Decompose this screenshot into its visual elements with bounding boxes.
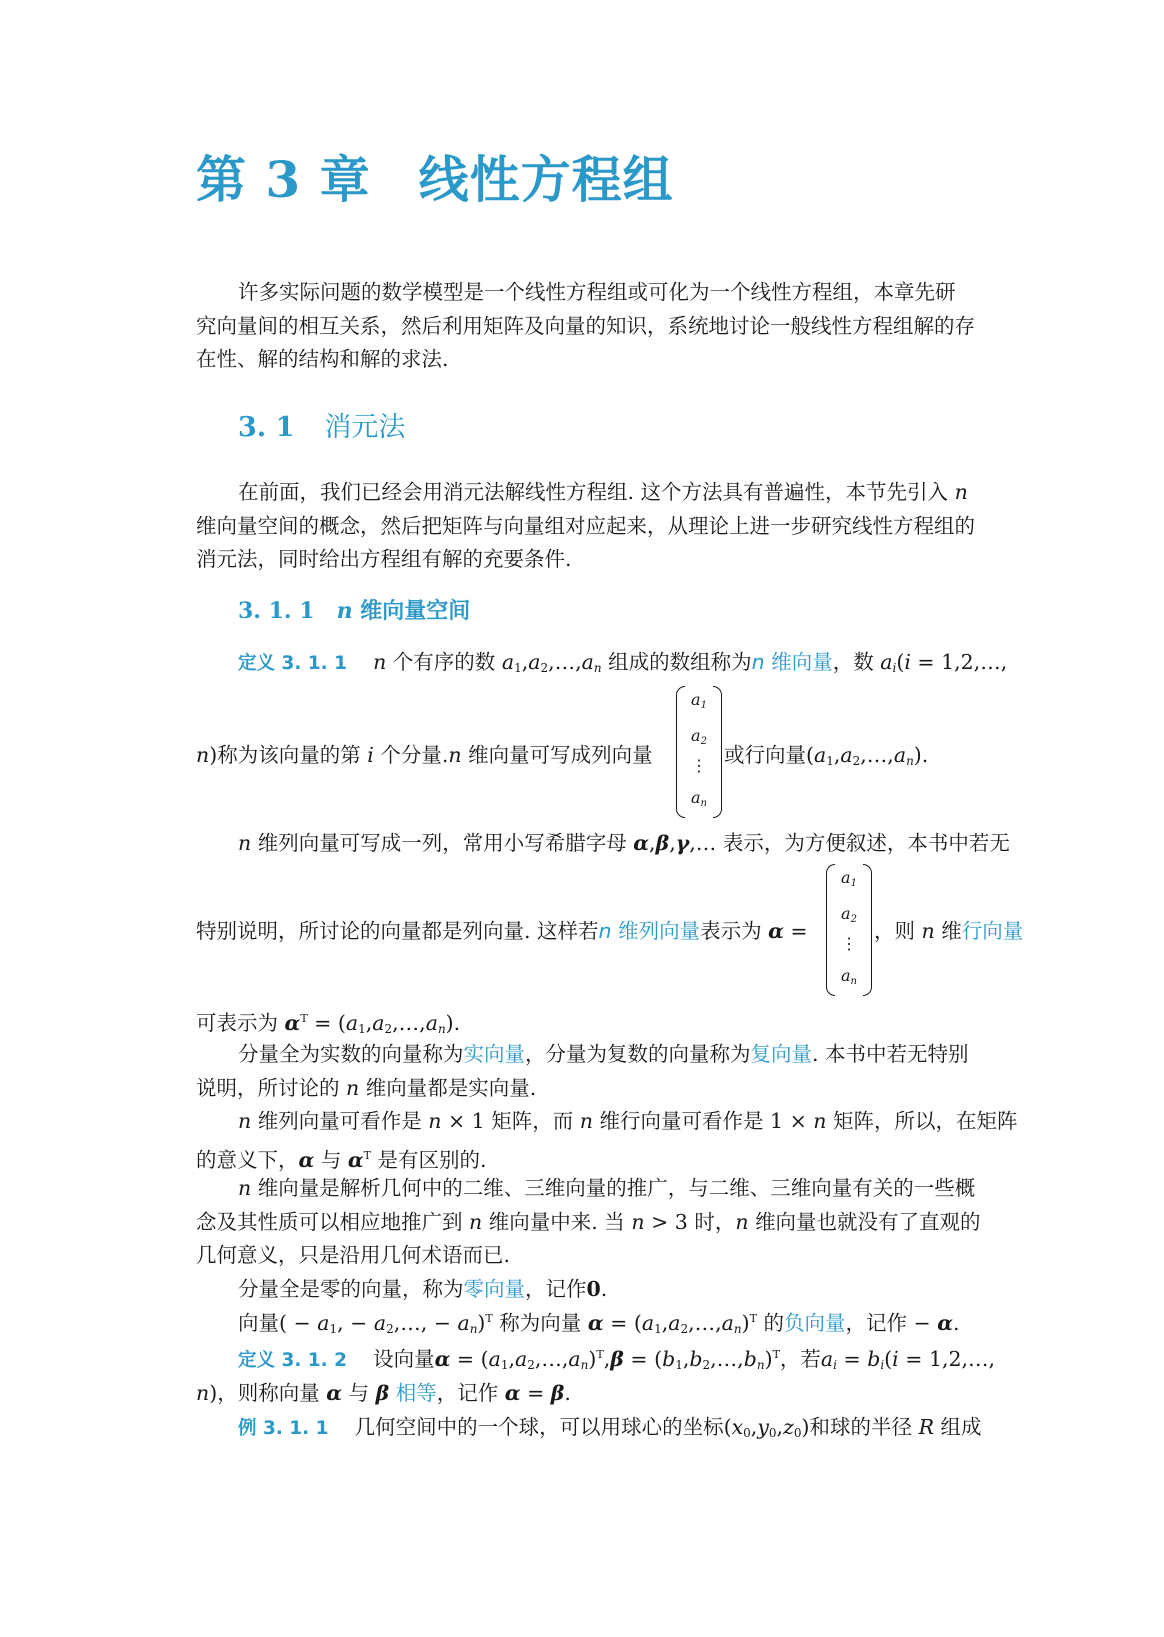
row-vector-expression: 或行向量$(a_1,a_2,\dots,a_n)$.	[724, 743, 929, 768]
column-vector-paragraph-line-3: 可表示为 $\alpha^T$ = $(a_1,a_2,\dots,a_n)$.	[196, 1011, 461, 1036]
example-3-1-1-line: 例 3. 1. 1 几何空间中的一个球，可以用球心的坐标$(x_0,y_0,z_0)$和球的半径 R 组成	[238, 1415, 982, 1440]
para-col-t7: 可表示为	[196, 1011, 278, 1035]
para-mat-t2: 矩阵，而	[491, 1109, 574, 1133]
geo-line-2: 念及其性质可以相应地推广到 n 维向量中来. 当 n > 3 时，n 维向量也就没有了直观的	[196, 1209, 981, 1234]
definition-3-1-2-line-1: 定义 3. 1. 2 设向量$\alpha = (a_1,a_2,\dots,a_n)^T,\beta$ = $(b_1,b_2,\dots,b_n)^T$，若$a_i = b_i(i$ = 1,2,…,	[238, 1347, 996, 1372]
para-zero-t2: ，记作	[525, 1277, 587, 1301]
para-geo-t2: 念及其性质可以相应地推广到	[196, 1209, 463, 1234]
para-mat-t7: 是有区别的.	[377, 1147, 487, 1172]
geo-line-3: 几何意义，只是沿用几何术语而已.	[196, 1243, 511, 1267]
intro-line-3: 在性、解的结构和解的求法.	[196, 347, 449, 371]
alpha-column-vector: $a_1$ $a_2$ ⋮ $a_n$	[826, 864, 872, 996]
para-col-t6: 维	[941, 919, 962, 943]
definition-3-1-1-line-2: n)称为该向量的第 i 个分量.n 维向量可写成列向量	[196, 743, 653, 767]
para-geo-t4: 时，	[694, 1209, 736, 1234]
definition-label: 定义 3. 1. 1	[238, 653, 347, 674]
def311-t5: 个分量.	[380, 743, 449, 767]
section-heading-3-1	[238, 405, 405, 444]
column-vector-matrix: $a_1$ $a_2$ ⋮ $a_n$	[676, 686, 722, 818]
keyword-equal: 相等	[395, 1381, 437, 1405]
definition-3-1-2-line-2: n)，则称向量 α 与 β 相等，记作 α = β.	[196, 1381, 571, 1405]
para-col-t4: 表示为	[700, 919, 762, 943]
zero-vector-line	[238, 1272, 607, 1302]
chapter-number: 第 3 章	[196, 150, 371, 209]
column-vector-paragraph-line-2b: ，则 n 维行向量	[874, 919, 1024, 943]
keyword-real-vector: 实向量	[463, 1042, 525, 1066]
matrix-sense-paragraph	[196, 1105, 1021, 1177]
real-vector-paragraph	[196, 1038, 1021, 1105]
para-geo-t1: 维向量是解析几何中的二维、三维向量的推广，与二维、三维向量有关的一些概	[257, 1176, 976, 1200]
column-vector-paragraph-line-1: n 维列向量可写成一列，常用小写希腊字母 α,β,γ,… 表示，为方便叙述，本书中若无	[238, 831, 1010, 855]
para-mat-t5: 的意义下，	[196, 1147, 299, 1172]
keyword-complex-vector: 复向量	[750, 1042, 812, 1066]
para-zero-t1: 分量全是零的向量，称为	[238, 1277, 464, 1301]
keyword-n-column-vector: 维列向量	[618, 919, 701, 943]
sec31-line-1: 在前面，我们已经会用消元法解线性方程组. 这个方法具有普遍性，本节先引入 n	[238, 480, 968, 504]
real-line-2: 说明，所讨论的 n 维向量都是实向量.	[196, 1075, 537, 1100]
para-real-t5: 维向量都是实向量.	[365, 1075, 537, 1100]
para-real-t2: ，分量为复数的向量称为	[525, 1042, 751, 1066]
matrix-line-2: 的意义下，α 与 $\alpha^T$ 是有区别的.	[196, 1147, 487, 1172]
intro-line-1: 许多实际问题的数学模型是一个线性方程组或可化为一个线性方程组，本章先研	[238, 280, 956, 304]
keyword-n-vector: 维向量	[771, 650, 833, 674]
example-label: 例 3. 1. 1	[238, 1418, 329, 1439]
para-col-t5: ，则	[874, 919, 915, 943]
def312-t3: ，则称向量	[217, 1381, 320, 1405]
para-zero-t3: .	[600, 1277, 608, 1301]
para-mat-t4: 矩阵，所以，在矩阵	[833, 1109, 1018, 1133]
para-geo-t3: 维向量中来. 当	[488, 1209, 625, 1234]
sec31-line-2: 维向量空间的概念，然后把矩阵与向量组对应起来，从理论上进一步研究线性方程组的	[196, 513, 975, 538]
chapter-name: 线性方程组	[418, 150, 674, 209]
def311-t6: 维向量可写成列向量	[468, 743, 653, 767]
def312-t2: ，若	[779, 1347, 821, 1371]
para-geo-t5: 维向量也就没有了直观的	[755, 1209, 981, 1234]
sec31-line-3: 消元法，同时给出方程组有解的充要条件.	[196, 547, 572, 571]
ex311-t2: 和球的半径	[809, 1415, 913, 1439]
para-neg-t2: 称为向量	[499, 1311, 582, 1335]
para-col-t3: 特别说明，所讨论的向量都是列向量. 这样若	[196, 919, 599, 943]
subsection-title: 维向量空间	[360, 599, 471, 624]
ex311-t3: 组成	[940, 1415, 982, 1439]
para-real-t4: 说明，所讨论的	[196, 1075, 340, 1100]
def312-t5: ，记作	[436, 1381, 499, 1405]
definition-label-2: 定义 3. 1. 2	[238, 1350, 347, 1371]
def311-t3: ，数	[832, 650, 874, 674]
para-mat-t3: 维行向量可看作是	[599, 1109, 764, 1133]
subsection-number: 3. 1. 1	[238, 598, 315, 624]
keyword-row-vector: 行向量	[961, 919, 1024, 943]
section-heading-3-1-1: 3. 1. 1 n 维向量空间	[238, 598, 471, 624]
para-mat-t1: 维列向量可看作是	[257, 1109, 422, 1133]
para-neg-t1: 向量	[238, 1311, 279, 1335]
keyword-negative-vector: 负向量	[784, 1311, 846, 1335]
intro-paragraph	[196, 276, 1021, 377]
section-number: 3. 1	[238, 412, 295, 443]
negative-vector-line: 向量( − $a_1$, − $a_2,\dots$, − $a_n)^T$ 称为向量 $\alpha = (a_1,a_2,\dots,a_n)^T$ 的负向量，记作 − α.	[238, 1311, 960, 1336]
definition-3-1-1-line-1: 定义 3. 1. 1 n 个有序的数 $a_1,a_2,\dots,a_n$ 组成的数组称为n 维向量，数 $a_i(i$ = 1,2,…,	[238, 650, 1008, 675]
geometry-paragraph	[196, 1172, 1021, 1273]
keyword-zero-vector: 零向量	[463, 1277, 525, 1301]
para-mat-t6: 与	[320, 1147, 342, 1172]
def312-t4: 与	[348, 1381, 370, 1405]
zero-symbol: 0	[586, 1277, 601, 1301]
section-3-1-paragraph	[196, 476, 1021, 577]
sec31-text-1: 在前面，我们已经会用消元法解线性方程组. 这个方法具有普遍性，本节先引入	[238, 480, 949, 504]
para-real-t1: 分量全为实数的向量称为	[238, 1042, 464, 1066]
section-title: 消元法	[324, 412, 406, 443]
matrix-line-1: n 维列向量可看作是 n × 1 矩阵，而 n 维行向量可看作是 1 × n 矩阵，所以，在矩阵	[238, 1109, 1018, 1133]
chapter-title	[196, 140, 674, 212]
real-line-1	[196, 1038, 1021, 1072]
def312-t1: 设向量	[373, 1347, 435, 1371]
column-vector-paragraph-line-2: 特别说明，所讨论的向量都是列向量. 这样若n 维列向量表示为 α =	[196, 919, 808, 943]
para-col-t1: 维列向量可写成一列，常用小写希腊字母	[257, 831, 627, 855]
intro-line-2: 究向量间的相互关系，然后利用矩阵及向量的知识，系统地讨论一般线性方程组解的存	[196, 313, 975, 338]
def311-t7: 或行向量	[724, 743, 806, 767]
def311-t2: 组成的数组称为	[608, 650, 752, 674]
para-neg-t4: ，记作	[845, 1311, 907, 1335]
def311-t4: 称为该向量的第	[217, 743, 361, 767]
para-real-t3: . 本书中若无特别	[812, 1042, 969, 1066]
para-neg-t3: 的	[763, 1311, 784, 1335]
ex311-t1: 几何空间中的一个球，可以用球心的坐标	[354, 1415, 724, 1439]
def311-t1: 个有序的数	[392, 650, 496, 674]
para-col-t2: 表示，为方便叙述，本书中若无	[722, 831, 1010, 855]
geo-line-1: n 维向量是解析几何中的二维、三维向量的推广，与二维、三维向量有关的一些概	[238, 1176, 976, 1200]
